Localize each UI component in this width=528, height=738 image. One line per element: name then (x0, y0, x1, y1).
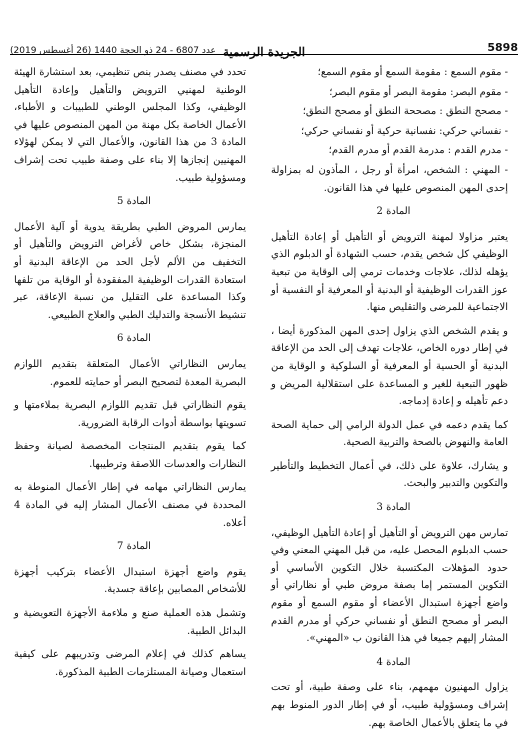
right-column (271, 64, 516, 738)
article-4-paragraph: يزاول المهنيون مهمهم، بناء على وصفة طبية، أو تحت إشراف ومسؤولية طبيب، أو في إطار الدور المنوط بهم في ما يتعلق بالأعمال الخاصة بهم. (271, 682, 508, 729)
left-column (14, 64, 254, 687)
continued-paragraph: تحدد في مصنف يصدر بنص تنظيمي، بعد استشارة الهيئة الوطنية لمهنيي الترويض والتأهيل وإعادة التأهيل الوظيفي، وكذا المجلس الوطني للطبيبات و الأطباء، الأعمال الخاصة بكل مهنة من المهن المنصوص عليها في المادة 3 من هذا القانون، والأعمال التي لا يمكن لهؤلاء المهنيين إنجازها إلا بناء على وصفة طبيب تحت إشراف ومسؤولية طبيب. (14, 67, 246, 184)
article-2-paragraph: كما يقدم دعمه في عمل الدولة الرامي إلى حماية الصحة العامة والنهوض بالصحة والتربية الصحية. (271, 419, 508, 449)
definition-item: - المهني : الشخص، امرأة أو رجل ، المأذون له بمزاولة إحدى المهن المنصوص عليها في هذا القانون. (271, 164, 508, 194)
definition-item: - مقوم البصر: مقومة البصر أو مقوم البصر؛ (329, 86, 508, 98)
article-4-heading: المادة 4 (376, 656, 411, 668)
header-divider (10, 54, 518, 55)
article-6-paragraph: يقوم النظاراتي قبل تقديم اللوازم البصرية بملاءمتها و تسويتها بواسطة أدوات الرقابة الضرورية. (14, 400, 246, 429)
article-2-heading: المادة 2 (376, 206, 411, 218)
page-number: 5898 (487, 41, 518, 54)
journal-title: الجريدة الرسمية (222, 45, 306, 59)
article-2-paragraph: و يشارك، علاوة على ذلك، في أعمال التخطيط والتأطير والتكوين والتدبير والبحث. (271, 460, 508, 490)
article-3-paragraph: تمارس مهن الترويض أو التأهيل أو إعادة التأهيل الوظيفي، حسب الدبلوم المحصل عليه، من قبل المهني المعني وفي حدود المؤهلات المكتسبة خلال التكوين الأساسي أو التكوين المستمر إما بصفة مروض طبي أو نظاراتي أو واضع أجهزة استبدال الأعضاء أو مقوم السمع أو مقوم البصر أو مصحح النطق أو نفساني حركي أو مدرم القدم المشار إليهم جميعا في هذا القانون ب «المهني». (271, 527, 508, 645)
article-6-paragraph: كما يقوم بتقديم المنتجات المخصصة لصيانة وحفظ النظارات والعدسات اللاصقة وترطيبها. (14, 441, 246, 470)
article-7-heading: المادة 7 (117, 541, 151, 553)
article-6-paragraph: يمارس النظاراتي مهامه في إطار الأعمال المنوطة به المحددة في مصنف الأعمال المشار إليه في المادة 4 أعلاه. (14, 482, 246, 529)
page-header (10, 7, 518, 59)
definition-item: - مصحح النطق : مصححة النطق أو مصحح النطق؛ (302, 106, 508, 118)
article-5-heading: المادة 5 (117, 196, 151, 208)
article-3-heading: المادة 3 (376, 502, 411, 514)
article-5-paragraph: يمارس المروض الطبي بطريقة يدوية أو آلية الأعمال المنجزة، بشكل خاص لأغراض الترويض والتأهيل أو التخفيف من الألم لأجل الحد من الإعاقة البدنية أو استعادة القدرات الوظيفية المفقودة أو الوقاية من تلفها وكذا المساعدة على التقليل من نسبة الإعاقة، عبر تنشيط الأنسجة والتدليك الطبي والعلاج الطبيعي. (14, 221, 246, 321)
article-6-heading: المادة 6 (117, 333, 151, 345)
article-6-paragraph: يمارس النظاراتي الأعمال المتعلقة بتقديم اللوازم البصرية المعدة لتصحيح البصر أو حمايته للعموم. (14, 358, 246, 388)
issue-info: عدد 6807 - 24 ذو الحجة 1440 (26 أغسطس 2019) (10, 46, 216, 56)
article-7-paragraph: وتشمل هذه العملية صنع و ملاءمة الأجهزة التعويضية و البدائل الطبية. (14, 608, 246, 637)
definition-item: - مدرم القدم : مدرمة القدم أو مدرم القدم؛ (328, 145, 508, 157)
article-7-paragraph: يقوم واضع أجهزة استبدال الأعضاء بتركيب أجهزة للأشخاص المصابين بإعاقة جسدية. (14, 566, 246, 596)
article-7-paragraph: يساهم كذلك في إعلام المرضى وتدريبهم على كيفية استعمال وصيانة المستلزمات الطبية المذكورة. (14, 649, 246, 678)
definition-item: - مقوم السمع : مقومة السمع أو مقوم السمع؛ (317, 67, 508, 78)
definition-item: - نفساني حركي: نفسانية حركية أو نفساني حركي؛ (300, 125, 508, 137)
article-2-paragraph: يعتبر مزاولا لمهنة الترويض أو التأهيل أو إعادة التأهيل الوظيفي كل شخص يقدم، حسب الشهادة أو الدبلوم الذي يؤهله لذلك، علاجات وخدمات ترمي إلى الوقاية من تبعية عوز القدرات الوظيفية أو البدنية أو المعرفية أو النفسية أو الاجتماعية للمرضى والتقليص منها. (271, 231, 508, 314)
article-2-paragraph: و يقدم الشخص الذي يزاول إحدى المهن المذكورة أيضا ، في إطار دوره الخاص، علاجات تهدف إلى الحد من الإعاقة البدنية أو الحسية أو المعرفية أو السلوكية و الوقاية من ظهور التبعية للغير و المساعدة على استقلالية المريض و دعم تأهيله و إعادة إدماجه. (271, 325, 508, 408)
